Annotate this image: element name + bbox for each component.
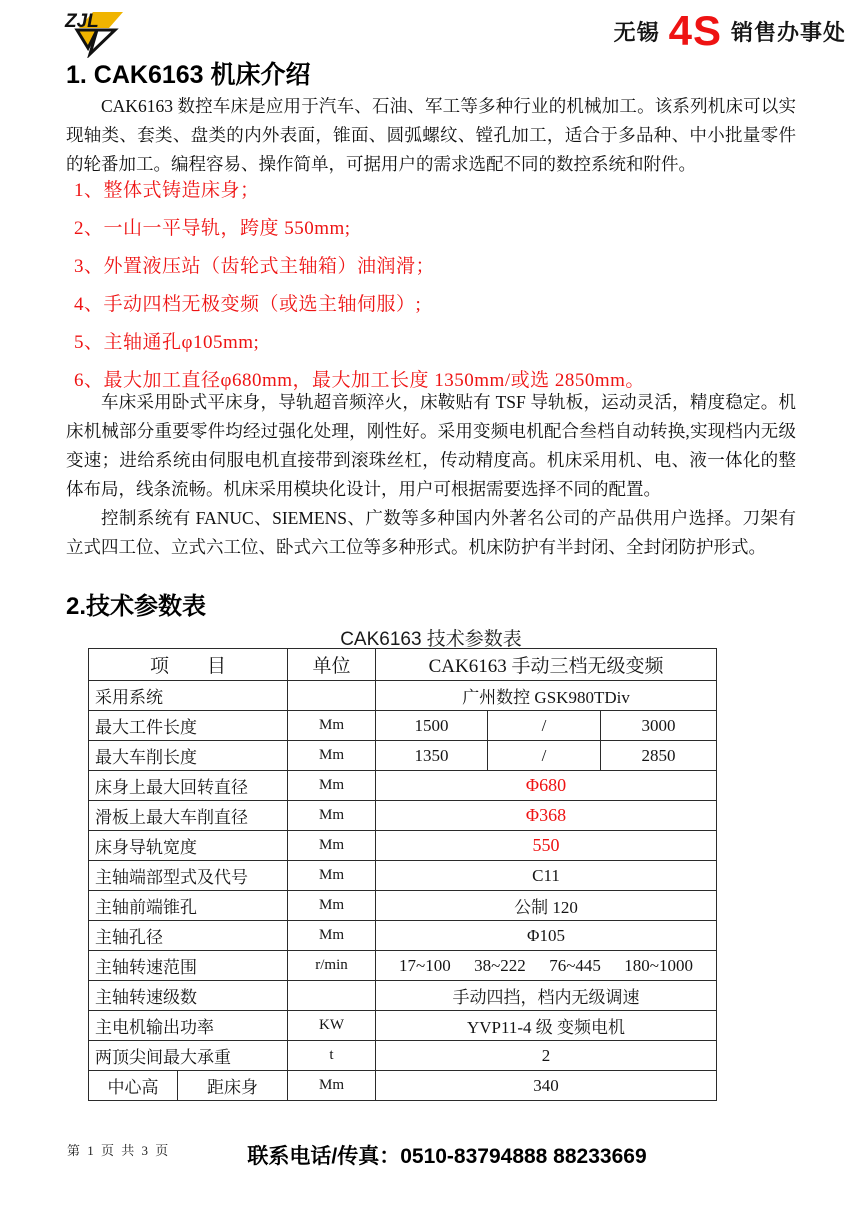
cell-label-center-height: 中心高 bbox=[89, 1071, 178, 1101]
cell-unit: KW bbox=[288, 1011, 376, 1041]
feature-item-4: 4、手动四档无极变频（或选主轴伺服）; bbox=[74, 294, 422, 315]
header-cell-item: 项 目 bbox=[89, 649, 288, 681]
contact-phone-fax: 联系电话/传真：0510-83794888 88233669 bbox=[247, 1145, 647, 1168]
header-cell-model: CAK6163 手动三档无级变频 bbox=[376, 649, 717, 681]
speed-range-2: 38~222 bbox=[474, 955, 526, 975]
table-row bbox=[89, 951, 717, 981]
cell-value: C11 bbox=[376, 861, 717, 891]
speed-range-1: 17~100 bbox=[399, 955, 451, 975]
cell-value: 1350 bbox=[376, 741, 488, 771]
office-suffix-label: 销售办事处 bbox=[730, 19, 846, 45]
office-4s-label: 4S bbox=[668, 7, 722, 54]
cell-label: 最大工件长度 bbox=[89, 711, 288, 741]
spec-table-title: CAK6163 技术参数表 bbox=[340, 629, 522, 650]
cell-unit: Mm bbox=[288, 921, 376, 951]
intro-paragraph: CAK6163 数控车床是应用于汽车、石油、军工等多种行业的机械加工。该系列机床可以实现轴类、套类、盘类的内外表面，锥面、圆弧螺纹、镗孔加工，适合于多品种、中小批量零件的轮番加工。编程容易、操作简单，可据用户的需求选配不同的数控系统和附件。 bbox=[66, 96, 796, 174]
table-header-row bbox=[89, 649, 717, 681]
section1-title: 1. CAK6163 机床介绍 bbox=[66, 61, 311, 89]
table-row bbox=[89, 681, 717, 711]
cell-value-red: Φ680 bbox=[376, 771, 717, 801]
feature-item-6: 6、最大加工直径φ680mm，最大加工长度 1350mm/或选 2850mm。 bbox=[74, 370, 645, 391]
cell-value: 1500 bbox=[376, 711, 488, 741]
cell-value: Φ105 bbox=[376, 921, 717, 951]
cell-unit bbox=[288, 681, 376, 711]
cell-unit: Mm bbox=[288, 861, 376, 891]
speed-range-3: 76~445 bbox=[549, 955, 601, 975]
section2-title: 2.技术参数表 bbox=[66, 593, 207, 620]
cell-value: 公制 120 bbox=[376, 891, 717, 921]
cell-value: 2 bbox=[376, 1041, 717, 1071]
description-paragraph-1: 车床采用卧式平床身，导轨超音频淬火，床鞍贴有 TSF 导轨板，运动灵活，精度稳定。机床机械部分重要零件均经过强化处理，刚性好。采用变频电机配合叁档自动转换,实现档内无级变速；进给系统由伺服电机直接带到滚珠丝杠，传动精度高。机床采用机、电、液一体化的整体布局，线条流畅。机床采用模块化设计，用户可根据需要选择不同的配置。 bbox=[66, 392, 796, 499]
cell-label: 主轴孔径 bbox=[89, 921, 288, 951]
cell-label: 床身导轨宽度 bbox=[89, 831, 288, 861]
cell-value-red: 550 bbox=[376, 831, 717, 861]
cell-unit: Mm bbox=[288, 891, 376, 921]
cell-unit bbox=[288, 981, 376, 1011]
cell-label: 主电机输出功率 bbox=[89, 1011, 288, 1041]
cell-unit: r/min bbox=[288, 951, 376, 981]
cell-unit: Mm bbox=[288, 831, 376, 861]
cell-value: 340 bbox=[376, 1071, 717, 1101]
table-row bbox=[89, 1071, 717, 1101]
table-row bbox=[89, 1011, 717, 1041]
table-row bbox=[89, 741, 717, 771]
cell-label: 主轴前端锥孔 bbox=[89, 891, 288, 921]
feature-item-5: 5、主轴通孔φ105mm; bbox=[74, 332, 260, 353]
table-row bbox=[89, 861, 717, 891]
cell-unit: Mm bbox=[288, 711, 376, 741]
cell-label: 采用系统 bbox=[89, 681, 288, 711]
cell-label: 床身上最大回转直径 bbox=[89, 771, 288, 801]
feature-item-3: 3、外置液压站（齿轮式主轴箱）油润滑； bbox=[74, 256, 436, 277]
description-paragraphs bbox=[66, 388, 796, 562]
description-paragraph-2: 控制系统有 FANUC、SIEMENS、广数等多种国内外著名公司的产品供用户选择。刀架有立式四工位、立式六工位、卧式六工位等多种形式。机床防护有半封闭、全封闭防护形式。 bbox=[66, 508, 796, 557]
cell-value-red: Φ368 bbox=[376, 801, 717, 831]
cell-value: 2850 bbox=[601, 741, 717, 771]
spec-table bbox=[88, 648, 717, 1101]
cell-unit: Mm bbox=[288, 801, 376, 831]
speed-range-4: 180~1000 bbox=[624, 955, 693, 975]
cell-unit: Mm bbox=[288, 741, 376, 771]
cell-value: 3000 bbox=[601, 711, 717, 741]
cell-unit: t bbox=[288, 1041, 376, 1071]
page-number: 第 1 页 共 3 页 bbox=[67, 1143, 171, 1158]
cell-label: 最大车削长度 bbox=[89, 741, 288, 771]
table-row bbox=[89, 711, 717, 741]
table-row bbox=[89, 1041, 717, 1071]
table-row bbox=[89, 771, 717, 801]
cell-value: 广州数控 GSK980TDiv bbox=[376, 681, 717, 711]
table-row bbox=[89, 891, 717, 921]
cell-value: / bbox=[488, 741, 601, 771]
cell-value: / bbox=[488, 711, 601, 741]
speed-range-values bbox=[379, 956, 713, 976]
feature-item-1: 1、整体式铸造床身； bbox=[74, 180, 260, 201]
sales-office-banner bbox=[614, 8, 846, 54]
table-row bbox=[89, 921, 717, 951]
logo-text: ZJL bbox=[65, 11, 99, 32]
company-logo-icon bbox=[63, 8, 127, 58]
table-row bbox=[89, 831, 717, 861]
office-city-label: 无锡 bbox=[613, 19, 660, 45]
cell-unit: Mm bbox=[288, 1071, 376, 1101]
feature-list bbox=[74, 178, 794, 406]
cell-value: YVP11-4 级 变频电机 bbox=[376, 1011, 717, 1041]
cell-label: 两顶尖间最大承重 bbox=[89, 1041, 288, 1071]
cell-label-from-bed: 距床身 bbox=[178, 1071, 288, 1101]
cell-label: 滑板上最大车削直径 bbox=[89, 801, 288, 831]
cell-value-speeds bbox=[376, 951, 717, 981]
cell-label: 主轴转速范围 bbox=[89, 951, 288, 981]
cell-label: 主轴转速级数 bbox=[89, 981, 288, 1011]
feature-item-2: 2、一山一平导轨，跨度 550mm; bbox=[74, 218, 351, 239]
table-row bbox=[89, 801, 717, 831]
table-row bbox=[89, 981, 717, 1011]
cell-unit: Mm bbox=[288, 771, 376, 801]
header-cell-unit: 单位 bbox=[288, 649, 376, 681]
cell-label: 主轴端部型式及代号 bbox=[89, 861, 288, 891]
cell-value: 手动四挡，档内无级调速 bbox=[376, 981, 717, 1011]
